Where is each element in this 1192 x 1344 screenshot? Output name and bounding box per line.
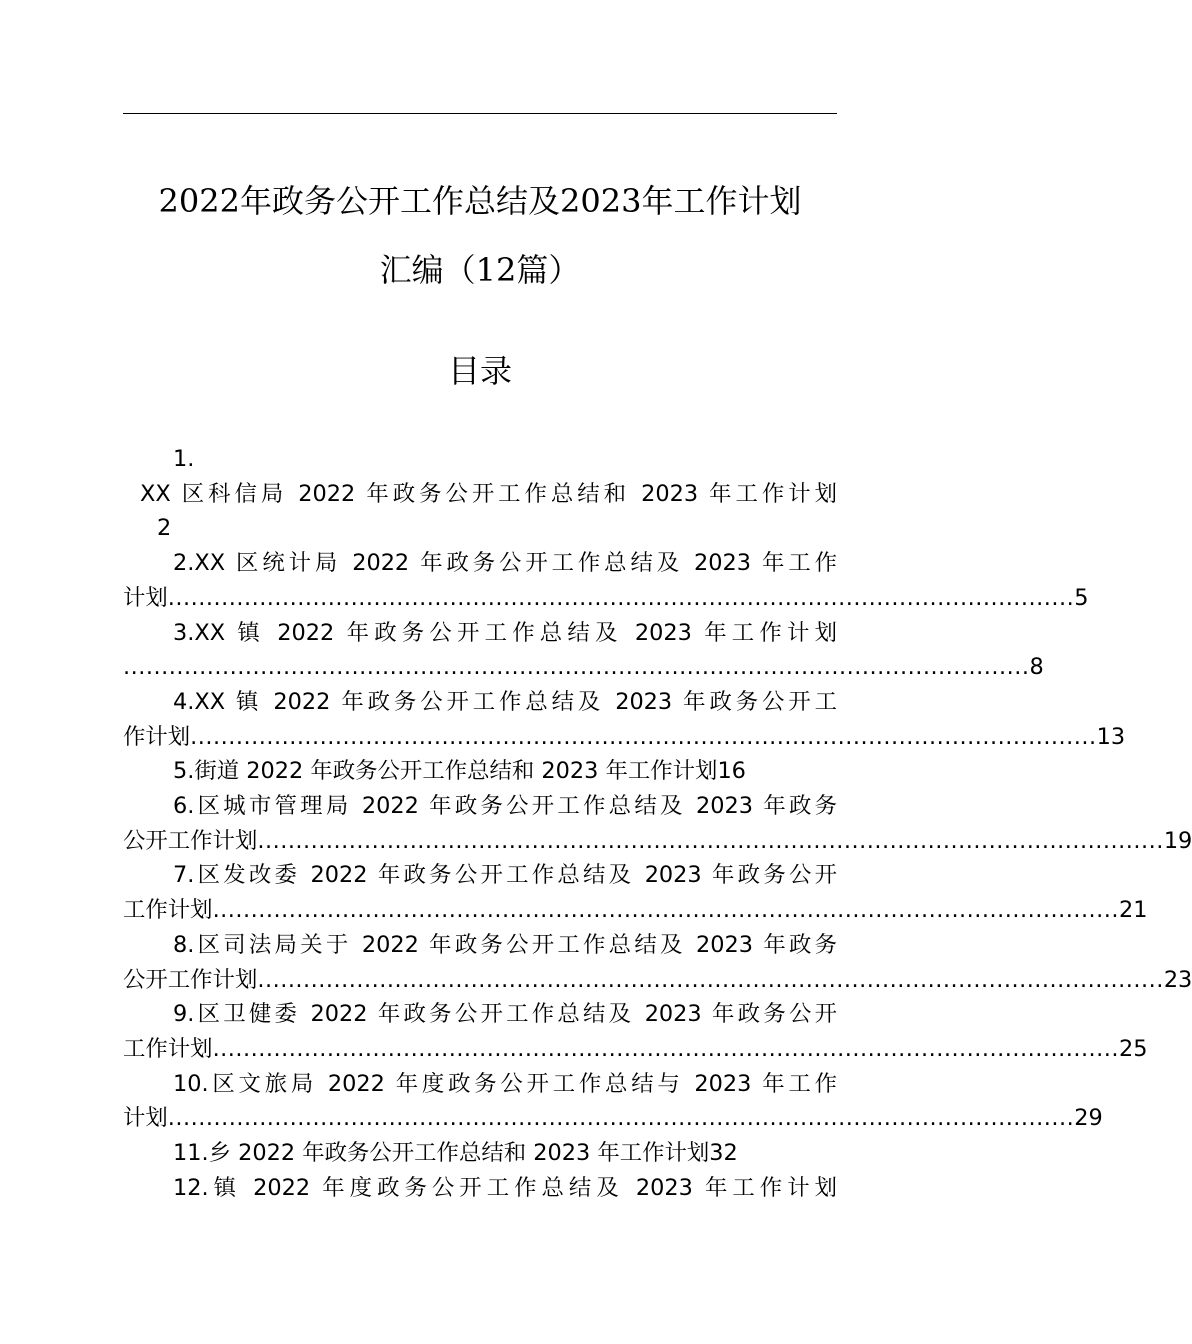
toc-item-10-line-1[interactable]: 10.区文旅局 2022 年度政务公开工作总结与 2023 年工作 <box>173 1070 837 1097</box>
leader-dots: ....................................................................................................................... <box>212 897 1120 924</box>
toc-item-7-line-1[interactable]: 7.区发改委 2022 年政务公开工作总结及 2023 年政务公开 <box>173 862 837 889</box>
toc-heading: 目录 <box>447 352 512 390</box>
toc-item-8-line-1[interactable]: 8.区司法局关于 2022 年政务公开工作总结及 2023 年政务 <box>173 931 837 958</box>
toc-item-3-page: 8 <box>1029 654 1044 681</box>
toc-item-8-line-2[interactable]: 公开工作计划 ....................................................................................................................... 23 <box>123 963 837 998</box>
toc-item-10-page: 29 <box>1074 1105 1103 1132</box>
leader-dots: ....................................................................................................................... <box>167 584 1075 611</box>
toc-item-12-line-1[interactable]: 12.镇 2022 年度政务公开工作总结及 2023 年工作计划 <box>173 1174 837 1201</box>
document-title-line-2: 汇编（12篇） <box>379 251 581 289</box>
leader-dots: ....................................................................................................................... <box>167 1105 1075 1132</box>
leader-dots: ....................................................................................................................... <box>257 827 1164 854</box>
toc-item-1-page[interactable]: 2 <box>157 515 172 542</box>
toc-item-5[interactable]: 5.街道 2022 年政务公开工作总结和 2023 年工作计划 16 <box>123 754 837 789</box>
toc-item-4-line-2[interactable]: 作计划 ....................................................................................................................... 13 <box>123 720 837 755</box>
toc-item-1-number[interactable]: 1. <box>173 446 195 472</box>
toc-item-9-line-2[interactable]: 工作计划 ....................................................................................................................... 25 <box>123 1032 837 1067</box>
table-of-contents <box>123 442 1192 1205</box>
toc-item-7-line-2[interactable]: 工作计划 ....................................................................................................................... 21 <box>123 893 837 928</box>
leader-dots: ....................................................................................................................... <box>212 1035 1120 1062</box>
leader-dots: ....................................................................................................................... <box>190 723 1097 750</box>
toc-item-6-line-2[interactable]: 公开工作计划 ....................................................................................................................... 19 <box>123 824 837 859</box>
toc-item-2-page: 5 <box>1074 584 1089 611</box>
toc-item-9-line-1[interactable]: 9.区卫健委 2022 年政务公开工作总结及 2023 年政务公开 <box>173 1001 837 1028</box>
leader-dots: ....................................................................................................................... <box>123 654 1030 681</box>
leader-dots: ....................................................................................................................... <box>257 966 1164 993</box>
toc-item-7-page: 21 <box>1119 897 1148 924</box>
toc-item-8-page: 23 <box>1163 966 1192 993</box>
document-title-line-1: 2022年政务公开工作总结及2023年工作计划 <box>158 182 802 220</box>
toc-item-3-line-1[interactable]: 3.XX 镇 2022 年政务公开工作总结及 2023 年工作计划 <box>173 619 837 646</box>
toc-item-2-line-1[interactable]: 2.XX 区统计局 2022 年政务公开工作总结及 2023 年工作 <box>173 550 837 577</box>
toc-item-10-line-2[interactable]: 计划 ....................................................................................................................... 29 <box>123 1101 837 1136</box>
toc-item-11[interactable]: 11.乡 2022 年政务公开工作总结和 2023 年工作计划 32 <box>123 1136 837 1171</box>
toc-item-5-page: 16 <box>717 758 746 785</box>
toc-item-1-title[interactable]: XX 区科信局 2022 年政务公开工作总结和 2023 年工作计划 <box>140 480 837 507</box>
toc-item-9-page: 25 <box>1119 1035 1148 1062</box>
toc-item-6-page: 19 <box>1163 827 1192 854</box>
toc-item-6-line-1[interactable]: 6.区城市管理局 2022 年政务公开工作总结及 2023 年政务 <box>173 793 837 820</box>
toc-item-11-page: 32 <box>709 1140 738 1167</box>
toc-item-4-line-1[interactable]: 4.XX 镇 2022 年政务公开工作总结及 2023 年政务公开工 <box>173 688 837 715</box>
toc-item-3-line-2[interactable] <box>123 650 1044 685</box>
toc-item-4-page: 13 <box>1096 723 1126 750</box>
header-rule <box>123 113 837 114</box>
toc-item-2-line-2[interactable]: 计划 ....................................................................................................................... 5 <box>123 581 837 616</box>
